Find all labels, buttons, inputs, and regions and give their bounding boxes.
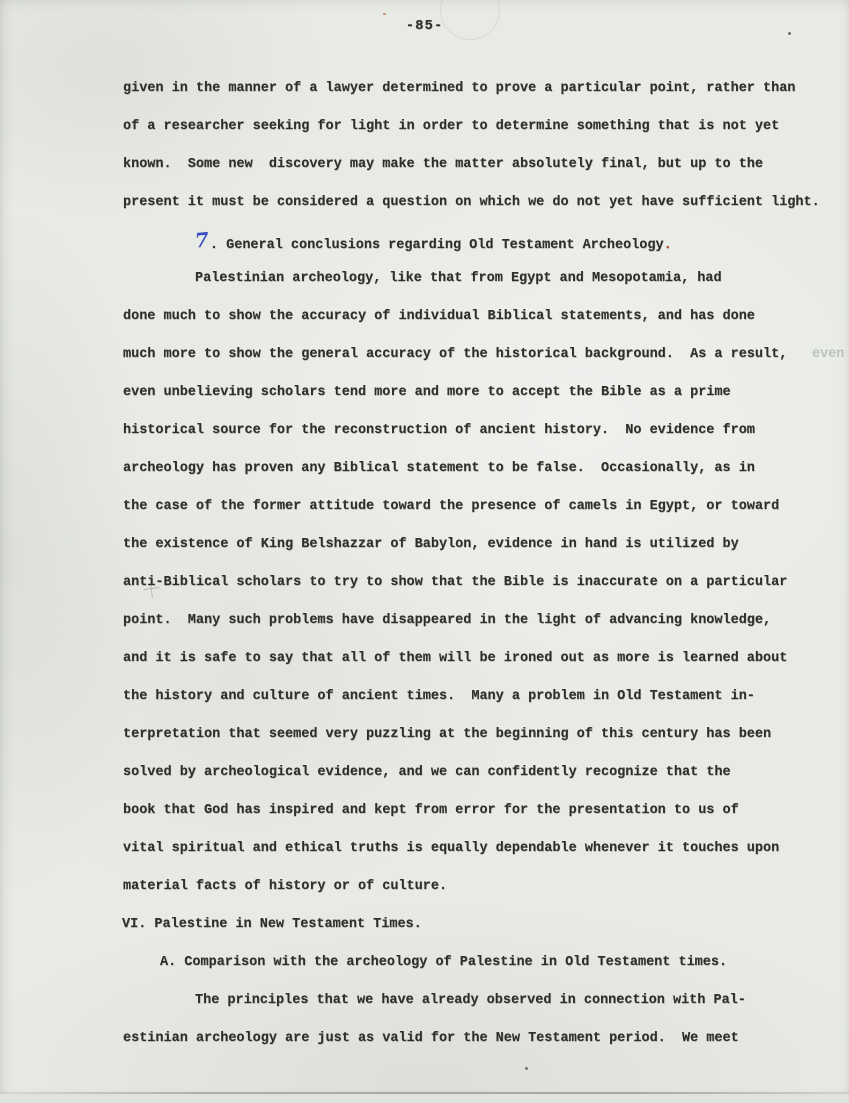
- text-line: and it is safe to say that all of them will be ironed out as more is learned about: [123, 651, 788, 666]
- text-line: terpretation that seemed very puzzling at the beginning of this century has been: [123, 727, 772, 742]
- text-line: point. Many such problems have disappeared in the light of advancing knowledge,: [123, 613, 772, 628]
- text-line: A. Comparison with the archeology of Palestine in Old Testament times.: [160, 955, 728, 970]
- text-line: given in the manner of a lawyer determined to prove a particular point, rather than: [123, 81, 796, 96]
- text-line: the existence of King Belshazzar of Babylon, evidence in hand is utilized by: [123, 537, 739, 552]
- text-line: vital spiritual and ethical truths is equally dependable whenever it touches upon: [123, 841, 780, 856]
- ink-speck: [525, 1067, 528, 1070]
- heading-text: . General conclusions regarding Old Testament Archeology: [209, 238, 664, 253]
- text-line: solved by archeological evidence, and we can confidently recognize that the: [123, 765, 731, 780]
- heading-end-period: .: [663, 238, 672, 253]
- handwritten-numeral: 7: [193, 227, 210, 253]
- text-line: much more to show the general accuracy of the historical background. As a result,: [123, 347, 788, 362]
- section-heading-line: [0, 222, 849, 260]
- text-lines: [0, 70, 849, 1058]
- text-line: historical source for the reconstruction of ancient history. No evidence from: [123, 423, 755, 438]
- pencil-smudge: [143, 583, 161, 599]
- text-line: estinian archeology are just as valid for the New Testament period. We meet: [123, 1031, 739, 1046]
- ink-speck: [788, 32, 791, 35]
- ink-speck: [383, 13, 386, 15]
- text-line: the history and culture of ancient times. Many a problem in Old Testament in-: [123, 689, 755, 704]
- ghost-offset-text: even: [812, 347, 845, 362]
- text-line: of a researcher seeking for light in order to determine something that is not yet: [123, 119, 780, 134]
- text-line: Palestinian archeology, like that from Egypt and Mesopotamia, had: [195, 271, 722, 286]
- text-line: present it must be considered a question on which we do not yet have sufficient light.: [123, 195, 820, 210]
- page-number: -85-: [405, 18, 444, 34]
- text-line: material facts of history or of culture.: [123, 879, 448, 894]
- text-line: known. Some new discovery may make the matter absolutely final, but up to the: [123, 157, 764, 172]
- text-line: book that God has inspired and kept from error for the presentation to us of: [123, 803, 739, 818]
- text-line: done much to show the accuracy of individual Biblical statements, and has done: [123, 309, 755, 324]
- text-line: even unbelieving scholars tend more and more to accept the Bible as a prime: [123, 385, 731, 400]
- text-line: VI. Palestine in New Testament Times.: [122, 917, 422, 932]
- text-line: The principles that we have already observed in connection with Pal-: [195, 993, 746, 1008]
- text-line: anti-Biblical scholars to try to show that the Bible is inaccurate on a particular: [123, 575, 788, 590]
- page-bottom-strip: [0, 1094, 849, 1103]
- text-line: archeology has proven any Biblical statement to be false. Occasionally, as in: [123, 461, 755, 476]
- text-line: the case of the former attitude toward the presence of camels in Egypt, or toward: [123, 499, 780, 514]
